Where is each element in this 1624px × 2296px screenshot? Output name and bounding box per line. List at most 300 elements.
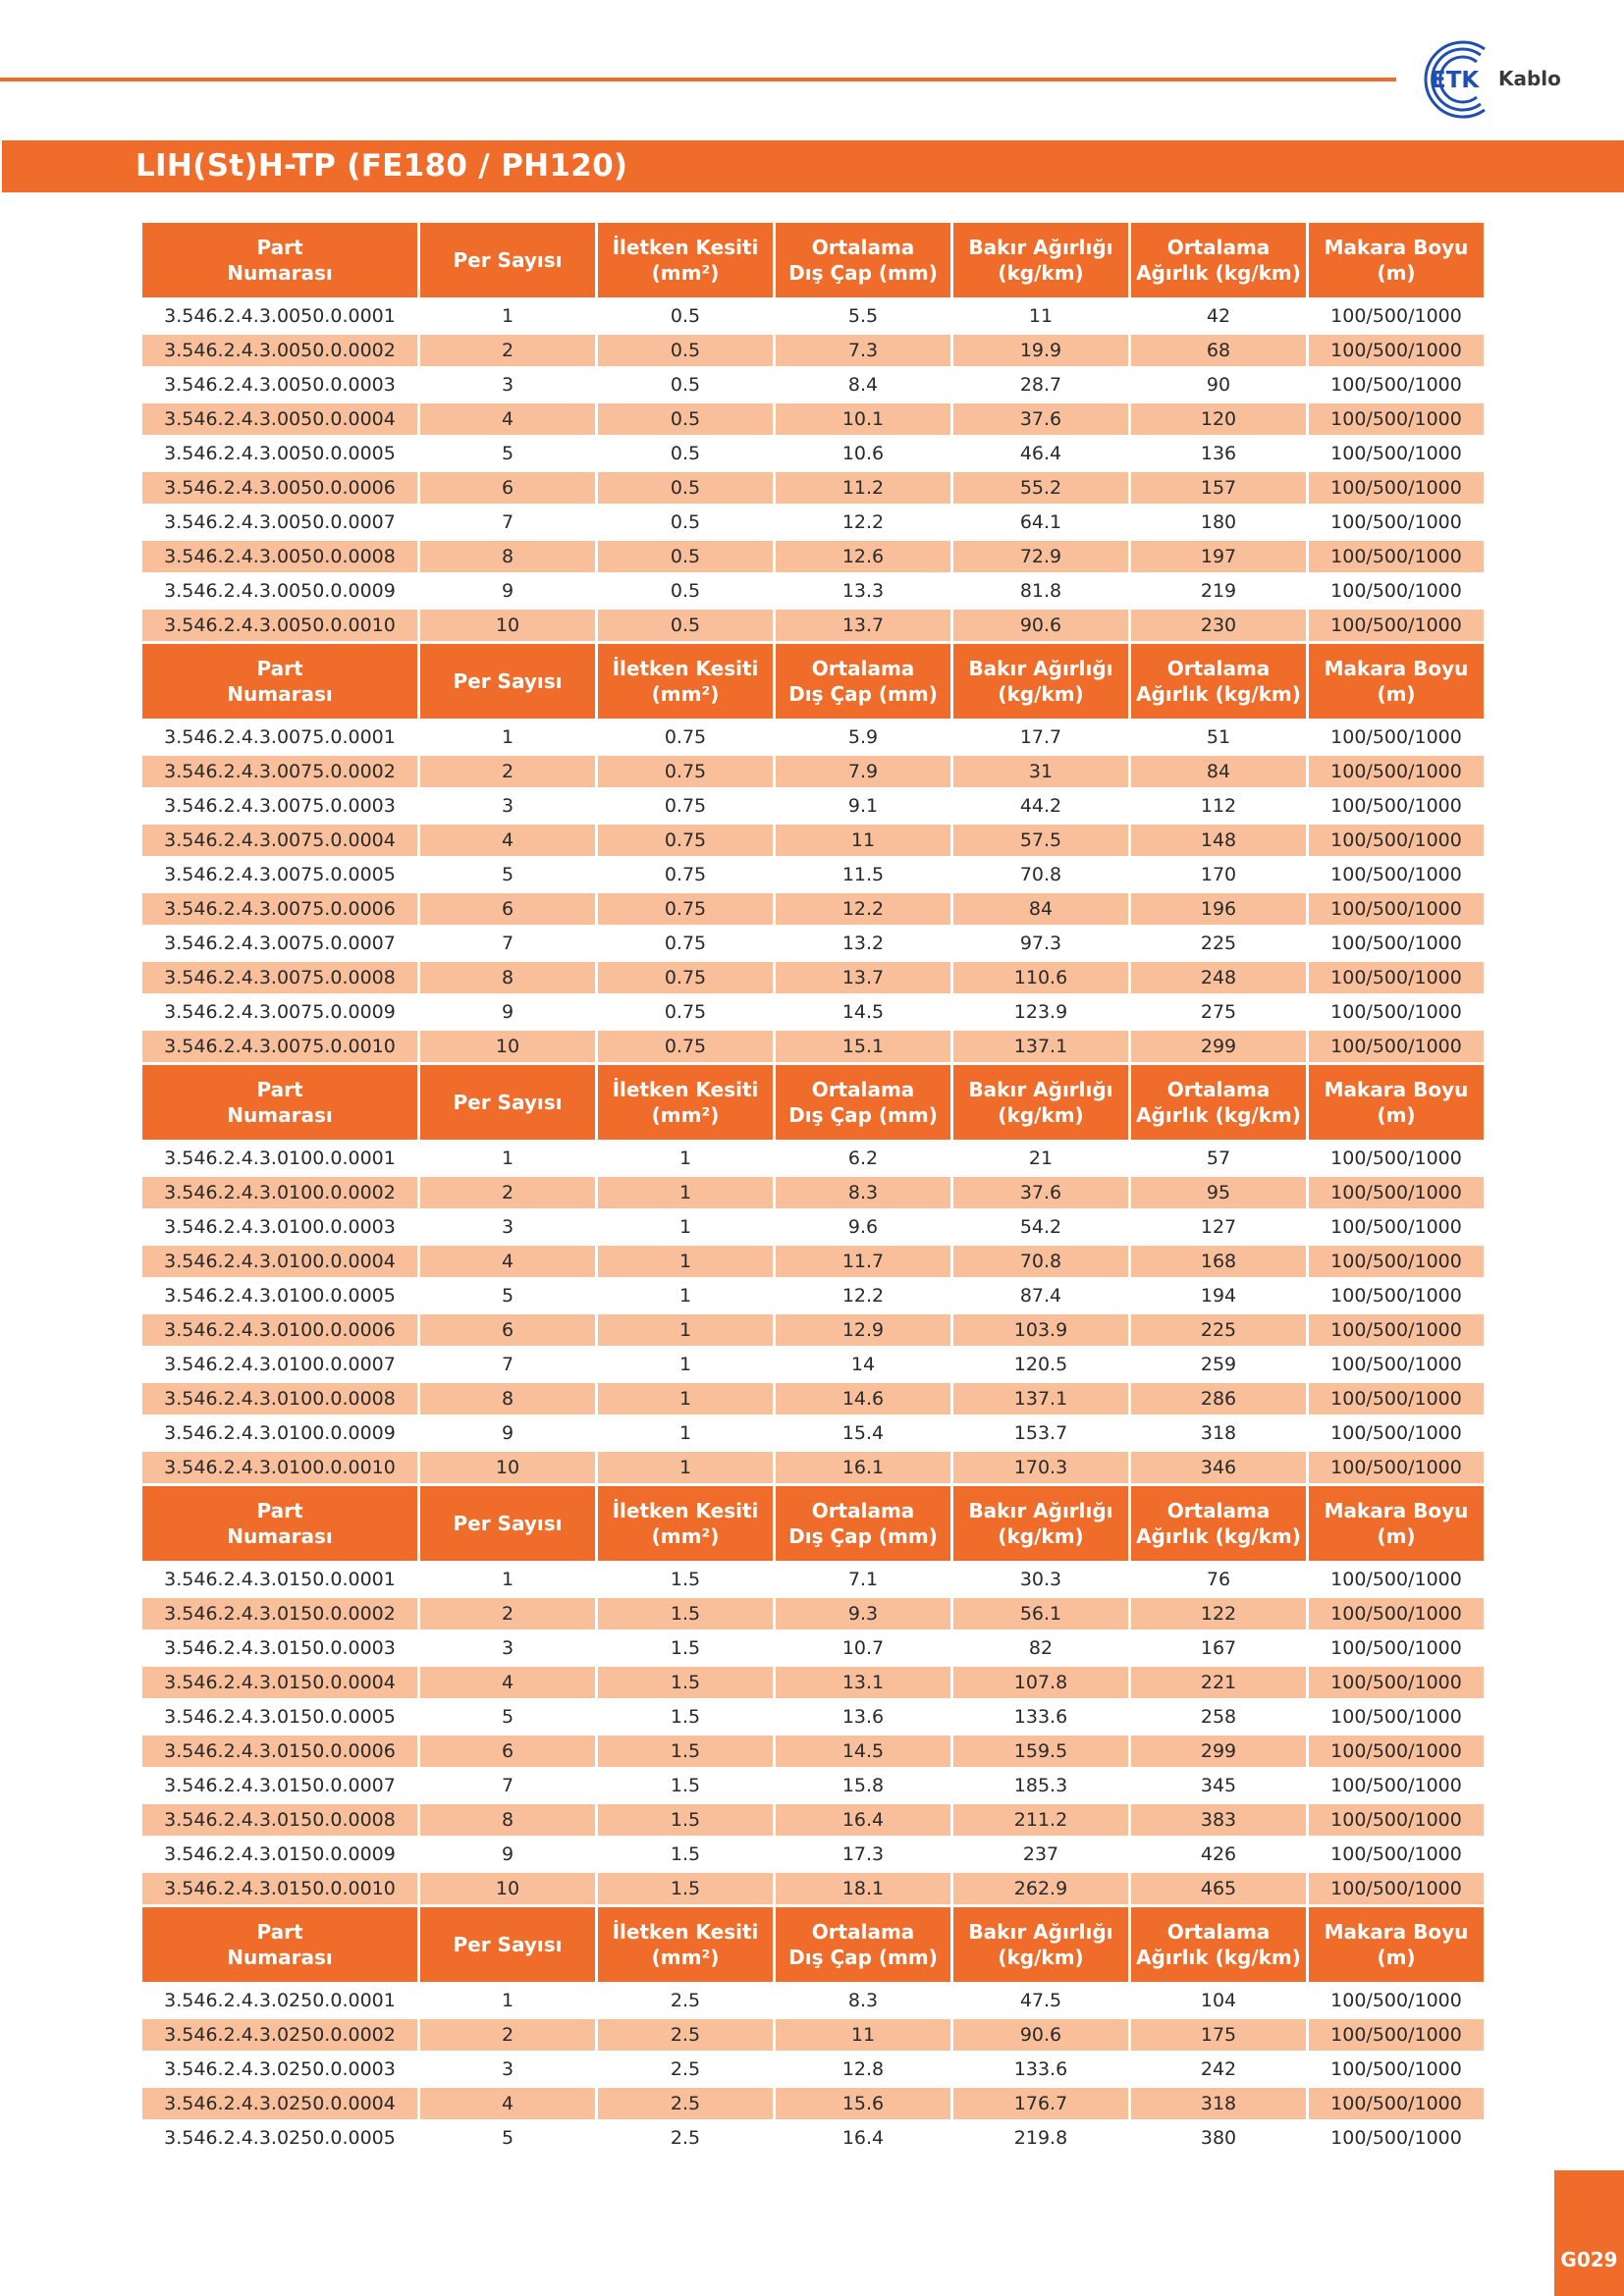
- per-count-cell: 8: [420, 541, 595, 575]
- copper-weight-cell: 159.5: [953, 1735, 1128, 1770]
- header-line: Dış Çap (mm): [788, 1103, 938, 1127]
- conductor-section-cell: 0.75: [598, 962, 773, 996]
- conductor-section-cell: 0.5: [598, 335, 773, 369]
- reel-length-cell: 100/500/1000: [1309, 928, 1484, 962]
- table-header-row: [142, 1907, 1484, 1985]
- reel-length-cell: 100/500/1000: [1309, 1735, 1484, 1770]
- page-number: G029: [1560, 2248, 1618, 2271]
- part-number-cell: 3.546.2.4.3.0100.0.0001: [142, 1143, 417, 1177]
- conductor-section-cell: 0.75: [598, 721, 773, 756]
- header-line: Part: [256, 1499, 303, 1522]
- per-count-cell: 1: [420, 721, 595, 756]
- copper-weight-cell: 90.6: [953, 2019, 1128, 2054]
- copper-weight-cell: 97.3: [953, 928, 1128, 962]
- copper-weight-cell: 237: [953, 1839, 1128, 1873]
- reel-length-cell: 100/500/1000: [1309, 996, 1484, 1031]
- table-row: [142, 1031, 1484, 1065]
- copper-weight-cell: 137.1: [953, 1383, 1128, 1417]
- reel-length-cell: 100/500/1000: [1309, 962, 1484, 996]
- copper-weight-cell: 11: [953, 300, 1128, 335]
- part-number-cell: 3.546.2.4.3.0100.0.0004: [142, 1246, 417, 1280]
- part-number-cell: 3.546.2.4.3.0075.0.0003: [142, 790, 417, 825]
- per-count-cell: 3: [420, 1211, 595, 1246]
- reel-length-cell: 100/500/1000: [1309, 1280, 1484, 1314]
- copper-weight-cell: 82: [953, 1632, 1128, 1667]
- reel-length-cell: 100/500/1000: [1309, 1985, 1484, 2019]
- per-count-cell: 8: [420, 1804, 595, 1839]
- conductor-section-cell: 0.5: [598, 438, 773, 472]
- header-per-count: [420, 644, 595, 721]
- per-count-cell: 2: [420, 335, 595, 369]
- outer-diameter-cell: 10.7: [776, 1632, 950, 1667]
- avg-weight-cell: 112: [1131, 790, 1306, 825]
- header-line: (m): [1377, 682, 1416, 706]
- table-row: [142, 1246, 1484, 1280]
- part-number-cell: 3.546.2.4.3.0075.0.0008: [142, 962, 417, 996]
- per-count-cell: 8: [420, 1383, 595, 1417]
- outer-diameter-cell: 11.5: [776, 859, 950, 893]
- table-row: [142, 893, 1484, 928]
- header-line: Per Sayısı: [453, 1512, 563, 1535]
- outer-diameter-cell: 16.1: [776, 1452, 950, 1486]
- header-line: Ağırlık (kg/km): [1136, 682, 1301, 706]
- table-row: [142, 859, 1484, 893]
- table-header-row: [142, 223, 1484, 300]
- outer-diameter-cell: 10.6: [776, 438, 950, 472]
- per-count-cell: 6: [420, 893, 595, 928]
- outer-diameter-cell: 9.1: [776, 790, 950, 825]
- reel-length-cell: 100/500/1000: [1309, 1804, 1484, 1839]
- page-title: LIH(St)H-TP (FE180 / PH120): [135, 148, 628, 184]
- part-number-cell: 3.546.2.4.3.0075.0.0009: [142, 996, 417, 1031]
- outer-diameter-cell: 13.1: [776, 1667, 950, 1701]
- per-count-cell: 2: [420, 1598, 595, 1632]
- per-count-cell: 1: [420, 1564, 595, 1598]
- reel-length-cell: 100/500/1000: [1309, 1417, 1484, 1452]
- conductor-section-cell: 1.5: [598, 1839, 773, 1873]
- table-row: [142, 1735, 1484, 1770]
- header-line: Ortalama: [1166, 236, 1271, 259]
- conductor-section-cell: 1.5: [598, 1564, 773, 1598]
- conductor-section-cell: 1: [598, 1246, 773, 1280]
- avg-weight-cell: 95: [1131, 1177, 1306, 1211]
- reel-length-cell: 100/500/1000: [1309, 2122, 1484, 2157]
- header-line: (kg/km): [998, 261, 1084, 285]
- header-line: (m): [1377, 1946, 1416, 1969]
- part-number-cell: 3.546.2.4.3.0050.0.0004: [142, 403, 417, 438]
- conductor-section-cell: 1.5: [598, 1701, 773, 1735]
- part-number-cell: 3.546.2.4.3.0250.0.0003: [142, 2054, 417, 2088]
- header-line: Dış Çap (mm): [788, 261, 938, 285]
- table-row: [142, 472, 1484, 507]
- header-per-count: [420, 223, 595, 300]
- header-avg-weight: [1131, 1065, 1306, 1143]
- outer-diameter-cell: 15.1: [776, 1031, 950, 1065]
- header-line: (kg/km): [998, 682, 1084, 706]
- avg-weight-cell: 383: [1131, 1804, 1306, 1839]
- outer-diameter-cell: 11.2: [776, 472, 950, 507]
- header-line: Ağırlık (kg/km): [1136, 261, 1301, 285]
- table-row: [142, 928, 1484, 962]
- copper-weight-cell: 84: [953, 893, 1128, 928]
- per-count-cell: 3: [420, 369, 595, 403]
- reel-length-cell: 100/500/1000: [1309, 1349, 1484, 1383]
- header-outer-diameter: [776, 644, 950, 721]
- header-line: Bakır Ağırlığı: [968, 1920, 1113, 1944]
- per-count-cell: 2: [420, 1177, 595, 1211]
- copper-weight-cell: 28.7: [953, 369, 1128, 403]
- copper-weight-cell: 21: [953, 1143, 1128, 1177]
- avg-weight-cell: 127: [1131, 1211, 1306, 1246]
- reel-length-cell: 100/500/1000: [1309, 1211, 1484, 1246]
- part-number-cell: 3.546.2.4.3.0150.0.0005: [142, 1701, 417, 1735]
- copper-weight-cell: 31: [953, 756, 1128, 790]
- per-count-cell: 3: [420, 790, 595, 825]
- header-line: Makara Boyu: [1324, 1078, 1469, 1101]
- part-number-cell: 3.546.2.4.3.0100.0.0002: [142, 1177, 417, 1211]
- header-conductor-section: [598, 644, 773, 721]
- table-row: [142, 1349, 1484, 1383]
- part-number-cell: 3.546.2.4.3.0050.0.0002: [142, 335, 417, 369]
- reel-length-cell: 100/500/1000: [1309, 1598, 1484, 1632]
- reel-length-cell: 100/500/1000: [1309, 1314, 1484, 1349]
- header-copper-weight: [953, 1065, 1128, 1143]
- outer-diameter-cell: 18.1: [776, 1873, 950, 1907]
- conductor-section-cell: 0.5: [598, 300, 773, 335]
- header-line: Dış Çap (mm): [788, 1524, 938, 1548]
- header-per-count: [420, 1486, 595, 1564]
- copper-weight-cell: 120.5: [953, 1349, 1128, 1383]
- part-number-cell: 3.546.2.4.3.0150.0.0006: [142, 1735, 417, 1770]
- table-row: [142, 2088, 1484, 2122]
- conductor-section-cell: 1.5: [598, 1735, 773, 1770]
- header-line: Dış Çap (mm): [788, 682, 938, 706]
- avg-weight-cell: 51: [1131, 721, 1306, 756]
- table-row: [142, 610, 1484, 644]
- table-row: [142, 2122, 1484, 2157]
- copper-weight-cell: 47.5: [953, 1985, 1128, 2019]
- table-row: [142, 790, 1484, 825]
- copper-weight-cell: 30.3: [953, 1564, 1128, 1598]
- header-line: Ortalama: [1166, 657, 1271, 680]
- avg-weight-cell: 225: [1131, 1314, 1306, 1349]
- part-number-cell: 3.546.2.4.3.0150.0.0010: [142, 1873, 417, 1907]
- part-number-cell: 3.546.2.4.3.0150.0.0009: [142, 1839, 417, 1873]
- copper-weight-cell: 137.1: [953, 1031, 1128, 1065]
- conductor-section-cell: 2.5: [598, 2122, 773, 2157]
- reel-length-cell: 100/500/1000: [1309, 1873, 1484, 1907]
- table-row: [142, 1177, 1484, 1211]
- part-number-cell: 3.546.2.4.3.0250.0.0004: [142, 2088, 417, 2122]
- copper-weight-cell: 46.4: [953, 438, 1128, 472]
- copper-weight-cell: 81.8: [953, 575, 1128, 610]
- header-line: Per Sayısı: [453, 248, 563, 272]
- conductor-section-cell: 0.5: [598, 369, 773, 403]
- avg-weight-cell: 242: [1131, 2054, 1306, 2088]
- avg-weight-cell: 318: [1131, 2088, 1306, 2122]
- outer-diameter-cell: 5.9: [776, 721, 950, 756]
- reel-length-cell: 100/500/1000: [1309, 1564, 1484, 1598]
- avg-weight-cell: 104: [1131, 1985, 1306, 2019]
- conductor-section-cell: 1.5: [598, 1632, 773, 1667]
- per-count-cell: 5: [420, 2122, 595, 2157]
- avg-weight-cell: 221: [1131, 1667, 1306, 1701]
- outer-diameter-cell: 14.5: [776, 1735, 950, 1770]
- header-conductor-section: [598, 1486, 773, 1564]
- conductor-section-cell: 1.5: [598, 1873, 773, 1907]
- avg-weight-cell: 345: [1131, 1770, 1306, 1804]
- header-line: Ağırlık (kg/km): [1136, 1946, 1301, 1969]
- header-line: Ortalama: [1166, 1499, 1271, 1522]
- table-row: [142, 1564, 1484, 1598]
- per-count-cell: 6: [420, 1314, 595, 1349]
- avg-weight-cell: 299: [1131, 1031, 1306, 1065]
- header-reel-length: [1309, 644, 1484, 721]
- reel-length-cell: 100/500/1000: [1309, 541, 1484, 575]
- header-line: Makara Boyu: [1324, 1920, 1469, 1944]
- part-number-cell: 3.546.2.4.3.0100.0.0009: [142, 1417, 417, 1452]
- conductor-section-cell: 1: [598, 1314, 773, 1349]
- outer-diameter-cell: 7.3: [776, 335, 950, 369]
- outer-diameter-cell: 15.4: [776, 1417, 950, 1452]
- copper-weight-cell: 19.9: [953, 335, 1128, 369]
- part-number-cell: 3.546.2.4.3.0250.0.0005: [142, 2122, 417, 2157]
- outer-diameter-cell: 9.6: [776, 1211, 950, 1246]
- table-row: [142, 1985, 1484, 2019]
- header-line: Ağırlık (kg/km): [1136, 1103, 1301, 1127]
- header-line: Ortalama: [811, 1078, 915, 1101]
- reel-length-cell: 100/500/1000: [1309, 825, 1484, 859]
- copper-weight-cell: 90.6: [953, 610, 1128, 644]
- conductor-section-cell: 0.5: [598, 575, 773, 610]
- per-count-cell: 6: [420, 472, 595, 507]
- header-line: Ortalama: [811, 236, 915, 259]
- header-line: İletken Kesiti: [612, 657, 759, 680]
- avg-weight-cell: 248: [1131, 962, 1306, 996]
- header-line: Numarası: [227, 1524, 333, 1548]
- per-count-cell: 1: [420, 300, 595, 335]
- header-line: (kg/km): [998, 1524, 1084, 1548]
- avg-weight-cell: 194: [1131, 1280, 1306, 1314]
- outer-diameter-cell: 6.2: [776, 1143, 950, 1177]
- header-line: İletken Kesiti: [612, 1920, 759, 1944]
- header-line: Ortalama: [1166, 1920, 1271, 1944]
- per-count-cell: 10: [420, 1452, 595, 1486]
- reel-length-cell: 100/500/1000: [1309, 1452, 1484, 1486]
- outer-diameter-cell: 12.6: [776, 541, 950, 575]
- copper-weight-cell: 153.7: [953, 1417, 1128, 1452]
- conductor-section-cell: 2.5: [598, 2054, 773, 2088]
- part-number-cell: 3.546.2.4.3.0050.0.0009: [142, 575, 417, 610]
- per-count-cell: 5: [420, 1280, 595, 1314]
- table-row: [142, 1383, 1484, 1417]
- header-line: Bakır Ağırlığı: [968, 1078, 1113, 1101]
- outer-diameter-cell: 17.3: [776, 1839, 950, 1873]
- header-line: (mm²): [651, 682, 720, 706]
- header-line: (kg/km): [998, 1103, 1084, 1127]
- per-count-cell: 4: [420, 403, 595, 438]
- per-count-cell: 4: [420, 1667, 595, 1701]
- avg-weight-cell: 57: [1131, 1143, 1306, 1177]
- avg-weight-cell: 175: [1131, 2019, 1306, 2054]
- reel-length-cell: 100/500/1000: [1309, 1143, 1484, 1177]
- reel-length-cell: 100/500/1000: [1309, 472, 1484, 507]
- conductor-section-cell: 0.5: [598, 403, 773, 438]
- header-conductor-section: [598, 1907, 773, 1985]
- table-row: [142, 721, 1484, 756]
- per-count-cell: 4: [420, 2088, 595, 2122]
- reel-length-cell: 100/500/1000: [1309, 1383, 1484, 1417]
- reel-length-cell: 100/500/1000: [1309, 369, 1484, 403]
- reel-length-cell: 100/500/1000: [1309, 1770, 1484, 1804]
- reel-length-cell: 100/500/1000: [1309, 2054, 1484, 2088]
- avg-weight-cell: 225: [1131, 928, 1306, 962]
- outer-diameter-cell: 9.3: [776, 1598, 950, 1632]
- conductor-section-cell: 0.5: [598, 541, 773, 575]
- table-row: [142, 438, 1484, 472]
- outer-diameter-cell: 14: [776, 1349, 950, 1383]
- part-number-cell: 3.546.2.4.3.0050.0.0007: [142, 507, 417, 541]
- per-count-cell: 9: [420, 575, 595, 610]
- table-row: [142, 1839, 1484, 1873]
- header-copper-weight: [953, 1907, 1128, 1985]
- outer-diameter-cell: 10.1: [776, 403, 950, 438]
- per-count-cell: 6: [420, 1735, 595, 1770]
- header-line: (mm²): [651, 1946, 720, 1969]
- per-count-cell: 5: [420, 859, 595, 893]
- conductor-section-cell: 0.75: [598, 1031, 773, 1065]
- per-count-cell: 2: [420, 756, 595, 790]
- header-line: Makara Boyu: [1324, 657, 1469, 680]
- avg-weight-cell: 465: [1131, 1873, 1306, 1907]
- part-number-cell: 3.546.2.4.3.0075.0.0007: [142, 928, 417, 962]
- reel-length-cell: 100/500/1000: [1309, 1667, 1484, 1701]
- table-row: [142, 1314, 1484, 1349]
- header-divider-line: [0, 78, 1396, 81]
- table-row: [142, 996, 1484, 1031]
- header-line: Ağırlık (kg/km): [1136, 1524, 1301, 1548]
- reel-length-cell: 100/500/1000: [1309, 756, 1484, 790]
- header-part-number: [142, 1486, 417, 1564]
- table-header-row: [142, 1486, 1484, 1564]
- table-row: [142, 1667, 1484, 1701]
- part-number-cell: 3.546.2.4.3.0150.0.0008: [142, 1804, 417, 1839]
- conductor-section-cell: 0.75: [598, 928, 773, 962]
- copper-weight-cell: 133.6: [953, 2054, 1128, 2088]
- reel-length-cell: 100/500/1000: [1309, 507, 1484, 541]
- outer-diameter-cell: 12.9: [776, 1314, 950, 1349]
- outer-diameter-cell: 11: [776, 825, 950, 859]
- header-line: (kg/km): [998, 1946, 1084, 1969]
- outer-diameter-cell: 13.3: [776, 575, 950, 610]
- part-number-cell: 3.546.2.4.3.0150.0.0001: [142, 1564, 417, 1598]
- per-count-cell: 3: [420, 1632, 595, 1667]
- header-copper-weight: [953, 223, 1128, 300]
- header-line: İletken Kesiti: [612, 236, 759, 259]
- reel-length-cell: 100/500/1000: [1309, 1031, 1484, 1065]
- table-header-row: [142, 1065, 1484, 1143]
- copper-weight-cell: 185.3: [953, 1770, 1128, 1804]
- header-line: (mm²): [651, 1524, 720, 1548]
- avg-weight-cell: 219: [1131, 575, 1306, 610]
- part-number-cell: 3.546.2.4.3.0100.0.0010: [142, 1452, 417, 1486]
- header-outer-diameter: [776, 223, 950, 300]
- copper-weight-cell: 70.8: [953, 859, 1128, 893]
- table-row: [142, 1632, 1484, 1667]
- per-count-cell: 2: [420, 2019, 595, 2054]
- outer-diameter-cell: 7.9: [776, 756, 950, 790]
- table-row: [142, 403, 1484, 438]
- header-line: İletken Kesiti: [612, 1499, 759, 1522]
- header-reel-length: [1309, 1486, 1484, 1564]
- header-line: Numarası: [227, 1103, 333, 1127]
- copper-weight-cell: 37.6: [953, 1177, 1128, 1211]
- avg-weight-cell: 426: [1131, 1839, 1306, 1873]
- header-avg-weight: [1131, 223, 1306, 300]
- copper-weight-cell: 17.7: [953, 721, 1128, 756]
- conductor-section-cell: 2.5: [598, 2088, 773, 2122]
- header-part-number: [142, 644, 417, 721]
- table-row: [142, 1211, 1484, 1246]
- part-number-cell: 3.546.2.4.3.0050.0.0001: [142, 300, 417, 335]
- reel-length-cell: 100/500/1000: [1309, 1839, 1484, 1873]
- table-row: [142, 1598, 1484, 1632]
- conductor-section-cell: 0.75: [598, 996, 773, 1031]
- per-count-cell: 8: [420, 962, 595, 996]
- copper-weight-cell: 44.2: [953, 790, 1128, 825]
- conductor-section-cell: 0.75: [598, 893, 773, 928]
- logo-text-etk: ETK: [1431, 68, 1480, 93]
- etk-kablo-logo: [1416, 35, 1583, 124]
- conductor-section-cell: 1: [598, 1211, 773, 1246]
- copper-weight-cell: 87.4: [953, 1280, 1128, 1314]
- header-per-count: [420, 1065, 595, 1143]
- conductor-section-cell: 2.5: [598, 1985, 773, 2019]
- avg-weight-cell: 259: [1131, 1349, 1306, 1383]
- header-copper-weight: [953, 1486, 1128, 1564]
- table-row: [142, 962, 1484, 996]
- header-line: Dış Çap (mm): [788, 1946, 938, 1969]
- per-count-cell: 1: [420, 1985, 595, 2019]
- header-avg-weight: [1131, 1486, 1306, 1564]
- table-row: [142, 369, 1484, 403]
- conductor-section-cell: 0.75: [598, 790, 773, 825]
- copper-weight-cell: 110.6: [953, 962, 1128, 996]
- outer-diameter-cell: 11: [776, 2019, 950, 2054]
- copper-weight-cell: 176.7: [953, 2088, 1128, 2122]
- outer-diameter-cell: 13.7: [776, 962, 950, 996]
- header-line: Ortalama: [811, 1499, 915, 1522]
- part-number-cell: 3.546.2.4.3.0050.0.0005: [142, 438, 417, 472]
- avg-weight-cell: 346: [1131, 1452, 1306, 1486]
- outer-diameter-cell: 14.5: [776, 996, 950, 1031]
- table-row: [142, 756, 1484, 790]
- header-copper-weight: [953, 644, 1128, 721]
- avg-weight-cell: 286: [1131, 1383, 1306, 1417]
- avg-weight-cell: 122: [1131, 1598, 1306, 1632]
- header-line: Per Sayısı: [453, 1933, 563, 1956]
- copper-weight-cell: 107.8: [953, 1667, 1128, 1701]
- reel-length-cell: 100/500/1000: [1309, 438, 1484, 472]
- outer-diameter-cell: 13.6: [776, 1701, 950, 1735]
- per-count-cell: 10: [420, 1031, 595, 1065]
- outer-diameter-cell: 12.2: [776, 507, 950, 541]
- avg-weight-cell: 168: [1131, 1246, 1306, 1280]
- outer-diameter-cell: 15.8: [776, 1770, 950, 1804]
- outer-diameter-cell: 12.2: [776, 893, 950, 928]
- copper-weight-cell: 123.9: [953, 996, 1128, 1031]
- outer-diameter-cell: 16.4: [776, 1804, 950, 1839]
